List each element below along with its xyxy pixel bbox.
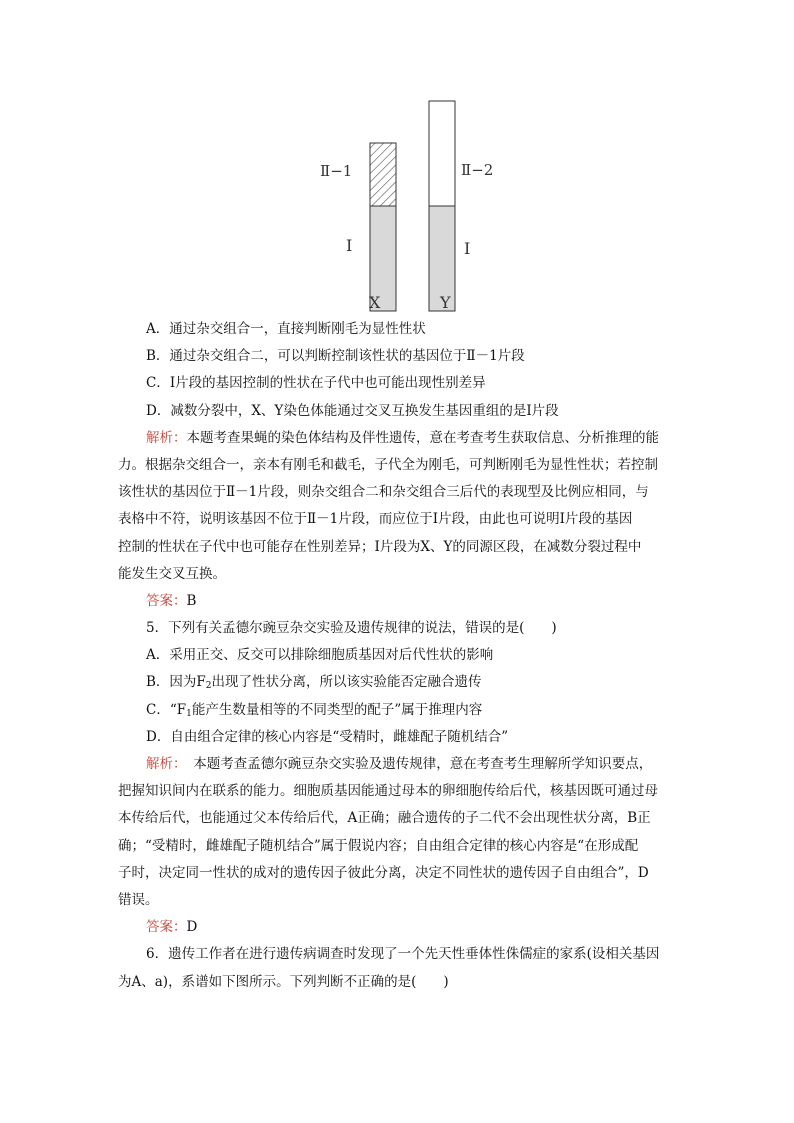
y-segment-ii2 <box>429 101 455 206</box>
label-y: Y <box>440 293 451 312</box>
q6-stem-line-2: 为A、a)，系谱如下图所示。下列判断不正确的是( ) <box>118 973 449 990</box>
q4-option-a: A．通过杂交组合一，直接判断刚毛为显性性状 <box>146 321 426 337</box>
q5-analysis-line-4: 确；“受精时，雌雄配子随机结合”属于假说内容；自由组合定律的核心内容是“在形成配 <box>118 837 639 854</box>
label-i-x: Ⅰ <box>346 236 353 255</box>
q4-analysis-line-6: 能发生交叉互换。 <box>118 565 226 582</box>
q4-option-d: D．减数分裂中，X、Y染色体能通过交叉互换发生基因重组的是Ⅰ片段 <box>146 402 559 419</box>
q4-option-b: B．通过杂交组合二，可以判断控制该性状的基因位于Ⅱ－1片段 <box>146 348 525 365</box>
q5-option-a: A．采用正交、反交可以排除细胞质基因对后代性状的影响 <box>146 647 494 664</box>
q5-analysis-line-3: 本传给后代，也能通过父本传给后代，A正确；融合遗传的子二代不会出现性状分离，B正 <box>118 810 651 827</box>
q4-option-c: C．Ⅰ片段的基因控制的性状在子代中也可能出现性别差异 <box>146 375 486 392</box>
q4-analysis-line-3: 该性状的基因位于Ⅱ－1片段，则杂交组合二和杂交组合三后代的表现型及比例应相同，与 <box>118 484 649 501</box>
q4-analysis-line-2: 力。根据杂交组合一，亲本有刚毛和截毛，子代全为刚毛，可判断刚毛为显性性状；若控制 <box>118 456 658 473</box>
q5-stem: 5．下列有关孟德尔豌豆杂交实验及遗传规律的说法，错误的是( ) <box>146 620 557 637</box>
q4-analysis-label: 解析： <box>146 429 187 446</box>
q5-answer <box>118 914 678 941</box>
chromosome-diagram <box>320 96 510 316</box>
q5-analysis-line-1: 解析： 本题考查孟德尔豌豆杂交实验及遗传规律，意在考查考生理解所学知识要点， <box>146 756 653 772</box>
q5-analysis-line-2: 把握知识间内在联系的能力。细胞质基因能通过母本的卵细胞传给后代，核基因既可通过母 <box>118 783 658 800</box>
q5-option-b: B．因为$F_2$出现了性状分离，所以该实验能否定融合遗传 <box>146 674 482 692</box>
x-segment-ii1 <box>370 143 396 206</box>
q4-analysis-line-5: 控制的性状在子代中也可能存在性别差异；Ⅰ片段为X、Y的同源区段，在减数分裂过程中 <box>118 538 642 555</box>
q5-answer-value: D <box>186 919 198 936</box>
q4-answer <box>118 588 678 615</box>
page-body <box>118 316 678 996</box>
q4-analysis-line-1: 解析：本题考查果蝇的染色体结构及伴性遗传，意在考查考生获取信息、分析推理的能 <box>146 429 659 446</box>
label-x: X <box>369 293 381 312</box>
q5-analysis-line-6: 错误。 <box>118 891 159 908</box>
q5-analysis-label: 解析： <box>146 756 180 772</box>
label-ii1: Ⅱ−1 <box>320 162 353 180</box>
q5-answer-label: 答案： <box>146 919 187 936</box>
q5-option-c: C．“$F_1$能产生数量相等的不同类型的配子”属于推理内容 <box>146 701 483 719</box>
q4-answer-label: 答案： <box>146 592 187 609</box>
label-i-y: Ⅰ <box>464 239 471 258</box>
q5-option-d: D．自由组合定律的核心内容是“受精时，雌雄配子随机结合” <box>146 728 509 745</box>
q6-stem-line-1: 6．遗传工作者在进行遗传病调查时发现了一个先天性垂体性侏儒症的家系(设相关基因 <box>146 946 660 963</box>
q5-analysis-line-5: 子时，决定同一性状的成对的遗传因子彼此分离，决定不同性状的遗传因子自由组合”，D <box>118 864 649 881</box>
chromosome-xy-figure <box>320 96 510 316</box>
q4-analysis-line-4: 表格中不符，说明该基因不位于Ⅱ－1片段，而应位于Ⅰ片段，由此也可说明Ⅰ片段的基因 <box>118 511 633 528</box>
label-ii2: Ⅱ−2 <box>461 161 494 179</box>
q4-answer-value: B <box>186 592 197 609</box>
